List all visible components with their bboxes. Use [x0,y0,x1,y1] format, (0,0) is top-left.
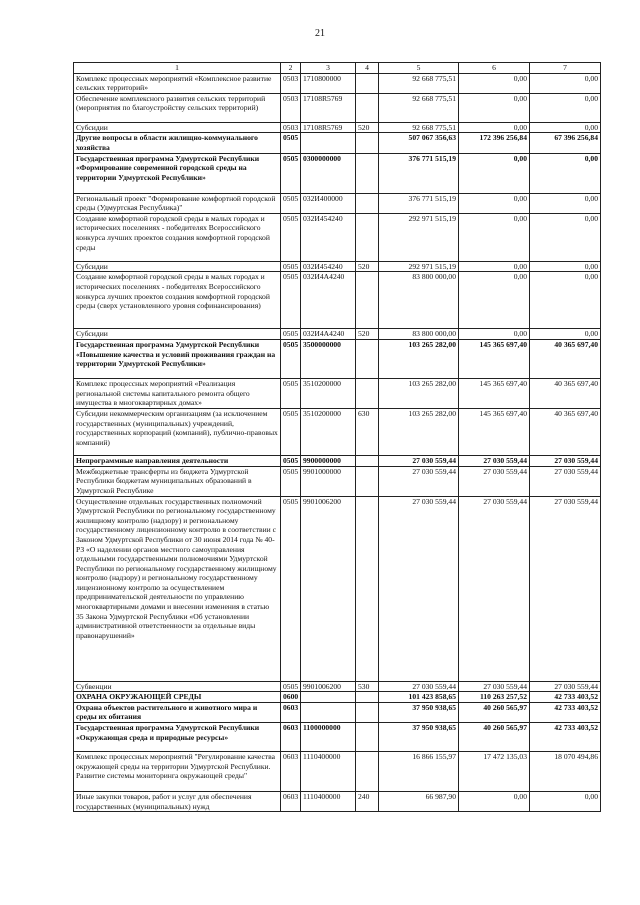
expense-type-cell: 520 [356,329,379,340]
amount-year-2-cell: 40 260 565,97 [459,722,530,751]
row-name-cell: Другие вопросы в области жилищно-коммунального хозяйства [74,133,281,153]
target-article-cell: 032И4А4240 [301,272,356,329]
expense-type-cell [356,466,379,496]
section-code-cell: 0505 [281,133,301,153]
amount-year-1-cell: 103 265 282,00 [379,408,459,455]
target-article-cell: 9900000000 [301,455,356,466]
amount-year-1-cell: 92 668 775,51 [379,73,459,93]
amount-year-1-cell: 376 771 515,19 [379,193,459,213]
target-article-cell: 032И454240 [301,261,356,272]
target-article-cell: 1110400000 [301,791,356,811]
amount-year-1-cell: 27 030 559,44 [379,466,459,496]
amount-year-2-cell: 110 263 257,52 [459,692,530,703]
amount-year-1-cell: 27 030 559,44 [379,496,459,681]
amount-year-1-cell: 83 800 000,00 [379,272,459,329]
expense-type-cell [356,193,379,213]
column-number: 3 [301,63,356,74]
amount-year-2-cell: 27 030 559,44 [459,681,530,692]
target-article-cell: 17108R5769 [301,122,356,133]
expense-type-cell: 530 [356,681,379,692]
amount-year-2-cell: 0,00 [459,213,530,261]
section-code-cell: 0505 [281,272,301,329]
amount-year-1-cell: 103 265 282,00 [379,378,459,408]
amount-year-1-cell: 92 668 775,51 [379,93,459,122]
expense-type-cell: 240 [356,791,379,811]
section-code-cell: 0603 [281,791,301,811]
table-row [74,339,601,378]
table-row [74,466,601,496]
expense-type-cell [356,692,379,703]
row-name-cell: Субсидии [74,329,281,340]
amount-year-2-cell: 27 030 559,44 [459,496,530,681]
row-name-cell: Обеспечение комплексного развития сельских территорий (мероприятия по благоустройству сельских территорий) [74,93,281,122]
table-row [74,692,601,703]
section-code-cell: 0505 [281,681,301,692]
amount-year-2-cell: 145 365 697,40 [459,378,530,408]
amount-year-3-cell: 27 030 559,44 [530,466,601,496]
expense-type-cell [356,339,379,378]
amount-year-1-cell: 27 030 559,44 [379,455,459,466]
section-code-cell: 0505 [281,153,301,193]
table-row [74,791,601,811]
amount-year-3-cell: 42 733 403,52 [530,702,601,722]
target-article-cell: 1710800000 [301,73,356,93]
amount-year-1-cell: 92 668 775,51 [379,122,459,133]
table-row [74,496,601,681]
section-code-cell: 0505 [281,455,301,466]
row-name-cell: Субсидии [74,261,281,272]
column-number: 4 [356,63,379,74]
budget-table [73,62,601,812]
amount-year-2-cell: 40 260 565,97 [459,702,530,722]
amount-year-3-cell: 40 365 697,40 [530,378,601,408]
row-name-cell: Осуществление отдельных государственных полномочий Удмуртской Республики по региональному государственному жилищному контролю (надзору) и региональному государственному лицензионному контролю в соответствии с Законом Удмуртской Республики от 30 июня 2014 года № 40-РЗ «О наделении органов местного самоуправления отдельными государственными полномочиями Удмуртской Республики по региональному государственному жилищному контролю (надзору) и региональному государственному лицензионному контролю за осуществлением предпринимательской деятельности по управлению многоквартирными домами и внесении изменения в статью 35 Закона Удмуртской Республики «Об установлении административной ответственности за отдельные виды правонарушений» [74,496,281,681]
row-name-cell: Межбюджетные трансферты из бюджета Удмуртской Республики бюджетам муниципальных образований в Удмуртской Республике [74,466,281,496]
amount-year-2-cell: 0,00 [459,122,530,133]
row-name-cell: Комплекс процессных мероприятий "Регулирование качества окружающей среды на территории Удмуртской Республики. Развитие системы мониторинга окружающей среды" [74,751,281,791]
row-name-cell: Непрограммные направления деятельности [74,455,281,466]
amount-year-1-cell: 16 866 155,97 [379,751,459,791]
row-name-cell: Субсидии некоммерческим организациям (за исключением государственных (муниципальных) учреждений, государственных корпораций (компаний), публично-правовых компаний) [74,408,281,455]
section-code-cell: 0503 [281,122,301,133]
amount-year-2-cell: 0,00 [459,791,530,811]
amount-year-3-cell: 42 733 403,52 [530,692,601,703]
table-row [74,193,601,213]
section-code-cell: 0505 [281,329,301,340]
amount-year-1-cell: 37 950 938,65 [379,702,459,722]
section-code-cell: 0603 [281,751,301,791]
expense-type-cell [356,93,379,122]
expense-type-cell [356,751,379,791]
target-article-cell: 032И454240 [301,213,356,261]
target-article-cell [301,133,356,153]
amount-year-2-cell: 27 030 559,44 [459,455,530,466]
target-article-cell: 9901000000 [301,466,356,496]
amount-year-3-cell: 42 733 403,52 [530,722,601,751]
column-number: 6 [459,63,530,74]
amount-year-3-cell: 0,00 [530,73,601,93]
row-name-cell: Субвенции [74,681,281,692]
section-code-cell: 0505 [281,339,301,378]
expense-type-cell: 520 [356,122,379,133]
table-row [74,73,601,93]
table-row [74,272,601,329]
section-code-cell: 0503 [281,73,301,93]
target-article-cell: 032И4А4240 [301,329,356,340]
expense-type-cell [356,378,379,408]
table-body [74,73,601,812]
target-article-cell: 032И400000 [301,193,356,213]
column-number: 2 [281,63,301,74]
amount-year-3-cell: 27 030 559,44 [530,496,601,681]
amount-year-3-cell: 40 365 697,40 [530,408,601,455]
amount-year-3-cell: 0,00 [530,93,601,122]
section-code-cell: 0600 [281,692,301,703]
table-row [74,702,601,722]
target-article-cell [301,702,356,722]
target-article-cell: 3510200000 [301,378,356,408]
expense-type-cell [356,272,379,329]
amount-year-3-cell: 0,00 [530,153,601,193]
section-code-cell: 0603 [281,702,301,722]
amount-year-2-cell: 172 396 256,84 [459,133,530,153]
row-name-cell: Государственная программа Удмуртской Республики «Повышение качества и условий проживания граждан на территории Удмуртской Республики» [74,339,281,378]
amount-year-1-cell: 83 800 000,00 [379,329,459,340]
amount-year-1-cell: 507 067 356,63 [379,133,459,153]
amount-year-1-cell: 37 950 938,65 [379,722,459,751]
amount-year-2-cell: 0,00 [459,272,530,329]
row-name-cell: Охрана объектов растительного и животного мира и среды их обитания [74,702,281,722]
amount-year-3-cell: 0,00 [530,272,601,329]
amount-year-3-cell: 27 030 559,44 [530,681,601,692]
amount-year-3-cell: 0,00 [530,261,601,272]
section-code-cell: 0505 [281,466,301,496]
expense-type-cell [356,153,379,193]
table-row [74,408,601,455]
column-number: 1 [74,63,281,74]
amount-year-1-cell: 292 971 515,19 [379,213,459,261]
table-row [74,751,601,791]
target-article-cell: 3500000000 [301,339,356,378]
table-row [74,722,601,751]
amount-year-2-cell: 17 472 135,03 [459,751,530,791]
row-name-cell: Региональный проект "Формирование комфортной городской среды (Удмуртская Республика)" [74,193,281,213]
target-article-cell [301,692,356,703]
section-code-cell: 0505 [281,261,301,272]
expense-type-cell [356,455,379,466]
amount-year-1-cell: 66 987,90 [379,791,459,811]
amount-year-3-cell: 27 030 559,44 [530,455,601,466]
expense-type-cell [356,496,379,681]
page-number: 21 [315,28,325,39]
section-code-cell: 0505 [281,378,301,408]
amount-year-2-cell: 145 365 697,40 [459,339,530,378]
table-row [74,153,601,193]
table-row [74,122,601,133]
amount-year-3-cell: 0,00 [530,329,601,340]
amount-year-1-cell: 103 265 282,00 [379,339,459,378]
row-name-cell: Государственная программа Удмуртской Республики «Окружающая среда и природные ресурсы» [74,722,281,751]
expense-type-cell: 520 [356,261,379,272]
table-row [74,133,601,153]
row-name-cell: ОХРАНА ОКРУЖАЮЩЕЙ СРЕДЫ [74,692,281,703]
column-number-row [74,63,601,74]
target-article-cell: 1100000000 [301,722,356,751]
column-number: 5 [379,63,459,74]
amount-year-3-cell: 0,00 [530,213,601,261]
amount-year-2-cell: 0,00 [459,261,530,272]
expense-type-cell [356,722,379,751]
amount-year-3-cell: 0,00 [530,193,601,213]
section-code-cell: 0603 [281,722,301,751]
amount-year-1-cell: 376 771 515,19 [379,153,459,193]
amount-year-2-cell: 0,00 [459,153,530,193]
section-code-cell: 0505 [281,496,301,681]
section-code-cell: 0505 [281,213,301,261]
expense-type-cell [356,213,379,261]
amount-year-1-cell: 292 971 515,19 [379,261,459,272]
amount-year-2-cell: 0,00 [459,329,530,340]
target-article-cell: 17108R5769 [301,93,356,122]
column-number: 7 [530,63,601,74]
section-code-cell: 0505 [281,408,301,455]
section-code-cell: 0505 [281,193,301,213]
expense-type-cell [356,73,379,93]
amount-year-3-cell: 0,00 [530,791,601,811]
amount-year-1-cell: 27 030 559,44 [379,681,459,692]
table-row [74,213,601,261]
section-code-cell: 0503 [281,93,301,122]
table-row [74,378,601,408]
amount-year-2-cell: 145 365 697,40 [459,408,530,455]
target-article-cell: 9901006200 [301,681,356,692]
expense-type-cell [356,133,379,153]
amount-year-2-cell: 0,00 [459,93,530,122]
target-article-cell: 3510200000 [301,408,356,455]
target-article-cell: 1110400000 [301,751,356,791]
amount-year-2-cell: 0,00 [459,73,530,93]
table-row [74,93,601,122]
row-name-cell: Создание комфортной городской среды в малых городах и исторических поселениях - победителях Всероссийского конкурса лучших проектов создания комфортной городской среды [74,213,281,261]
row-name-cell: Создание комфортной городской среды в малых городах и исторических поселениях - победителях Всероссийского конкурса лучших проектов создания комфортной городской среды (сверх установленного уровня софинансирования) [74,272,281,329]
row-name-cell: Комплекс процессных мероприятий «Реализация региональной системы капитального ремонта общего имущества в многоквартирных домах» [74,378,281,408]
amount-year-3-cell: 67 396 256,84 [530,133,601,153]
amount-year-3-cell: 40 365 697,40 [530,339,601,378]
table-row [74,261,601,272]
amount-year-3-cell: 18 070 494,86 [530,751,601,791]
table-row [74,681,601,692]
row-name-cell: Комплекс процессных мероприятий «Комплексное развитие сельских территорий» [74,73,281,93]
expense-type-cell: 630 [356,408,379,455]
table-row [74,455,601,466]
amount-year-3-cell: 0,00 [530,122,601,133]
row-name-cell: Иные закупки товаров, работ и услуг для обеспечения государственных (муниципальных) нужд [74,791,281,811]
amount-year-2-cell: 27 030 559,44 [459,466,530,496]
table-row [74,329,601,340]
expense-type-cell [356,702,379,722]
row-name-cell: Государственная программа Удмуртской Республики «Формирование современной городской среды на территории Удмуртской Республики» [74,153,281,193]
target-article-cell: 9901006200 [301,496,356,681]
target-article-cell: 0300000000 [301,153,356,193]
amount-year-1-cell: 101 423 858,65 [379,692,459,703]
row-name-cell: Субсидии [74,122,281,133]
amount-year-2-cell: 0,00 [459,193,530,213]
